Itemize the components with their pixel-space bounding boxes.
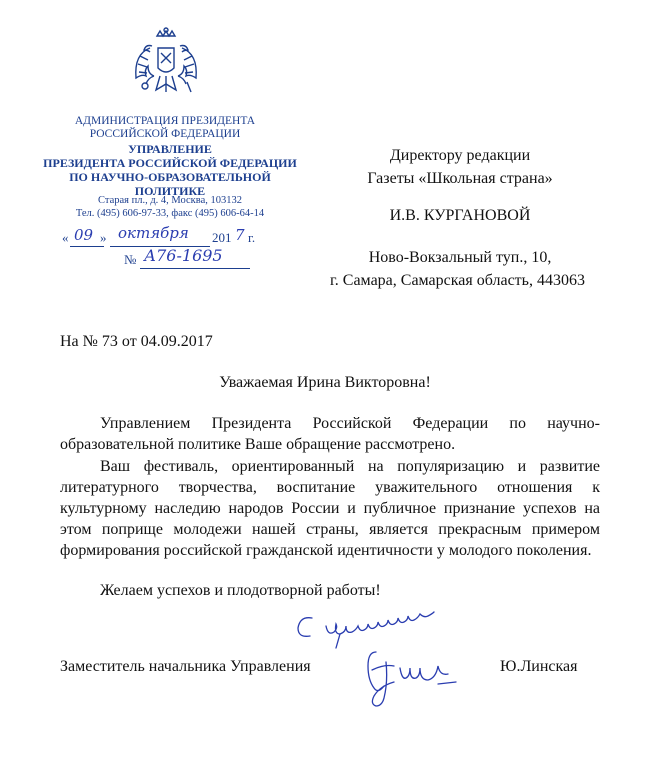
date-day-underline: [70, 246, 104, 247]
dept-name-line1: УПРАВЛЕНИЕ: [128, 142, 212, 156]
org-name-line2: РОССИЙСКОЙ ФЕДЕРАЦИИ: [89, 128, 241, 140]
recipient-address-line2: г. Самара, Самарская область, 443063: [330, 272, 585, 289]
recipient-newspaper: Газеты «Школьная страна»: [367, 170, 553, 187]
letterhead-address: Старая пл., д. 4, Москва, 103132: [97, 195, 242, 206]
number-value: А76-1695: [144, 246, 223, 265]
date-close-quote: »: [100, 230, 107, 245]
date-day: 09: [74, 226, 94, 244]
signer-position: Заместитель начальника Управления: [60, 658, 311, 675]
handwritten-signature: [280, 600, 510, 720]
date-year-suffix: г.: [248, 230, 256, 245]
body-paragraph-2: Ваш фестиваль, ориентированный на популяризацию и развитие литературного творчества, воспитание уважительного отношения к культурному наследию народов России и публичное признание успехов на этом поприще молодежи нашей страны, является прекрасным примером формирования российской гражданской идентичности у молодого поколения.: [60, 458, 600, 559]
dept-name-line2: ПРЕЗИДЕНТА РОССИЙСКОЙ ФЕДЕРАЦИИ: [43, 156, 297, 170]
reference-line: На № 73 от 04.09.2017: [60, 333, 213, 350]
coat-of-arms-icon: [130, 26, 202, 106]
recipient-name: И.В. КУРГАНОВОЙ: [389, 207, 531, 224]
number-underline: [140, 268, 250, 269]
date-month: октября: [118, 224, 189, 242]
number-sign: №: [124, 252, 137, 267]
date-open-quote: «: [62, 230, 69, 245]
dept-name-line3: ПО НАУЧНО-ОБРАЗОВАТЕЛЬНОЙ ПОЛИТИКЕ: [69, 170, 271, 198]
greeting: Уважаемая Ирина Викторовна!: [219, 374, 431, 391]
date-year-digit: 7: [235, 226, 245, 244]
recipient-title: Директору редакции: [389, 147, 531, 164]
letter-number: [124, 246, 294, 272]
recipient-address-line1: Ново-Вокзальный туп., 10,: [368, 249, 552, 266]
body-paragraph-3: Желаем успехов и плодотворной работы!: [100, 582, 381, 599]
date-year-prefix: 201: [212, 230, 232, 245]
signer-name: Ю.Линская: [500, 658, 578, 675]
body-paragraph-1: Управлением Президента Российской Федерации по научно-образовательной политике Ваше обращение рассмотрено.: [60, 415, 600, 453]
org-name-line1: АДМИНИСТРАЦИЯ ПРЕЗИДЕНТА: [74, 115, 256, 127]
letterhead-phones: Тел. (495) 606-97-33, факс (495) 606-64-14: [75, 208, 265, 219]
